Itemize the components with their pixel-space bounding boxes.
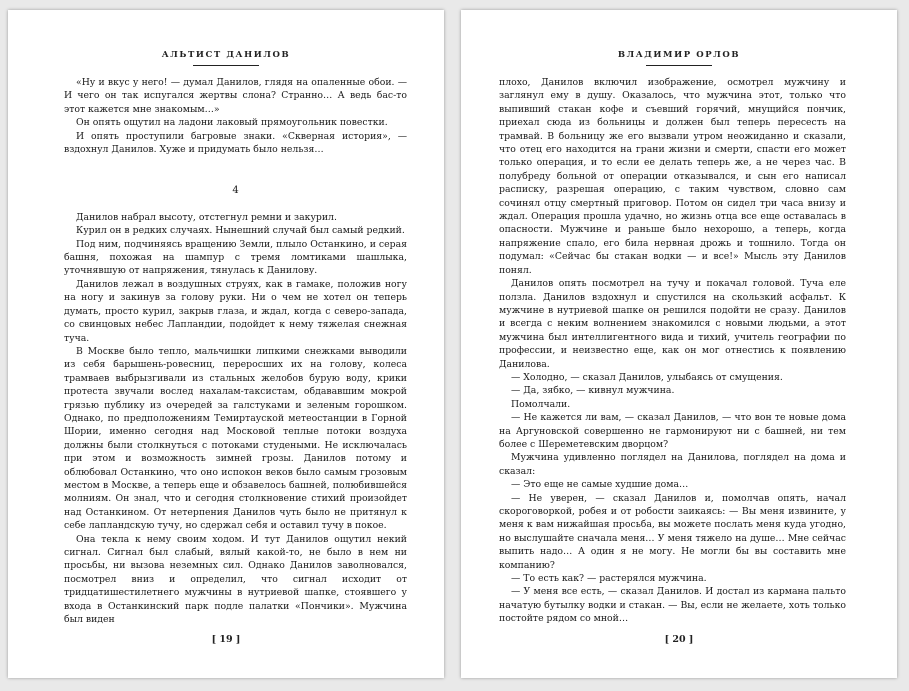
header-rule	[646, 65, 712, 66]
paragraph: И опять проступили багровые знаки. «Скверная история», — вздохнул Данилов. Хуже и придумать было нельзя…	[64, 130, 407, 156]
paragraph: В Москве было тепло, мальчишки липкими снежками выводили из себя барышень-ровесниц, переросших их на голову, колеса трамваев выбрызгивали из стальных желобов бурую воду, крики протеста звучали вослед нахалам-таксистам, обдававшим мокрой грязью публику из очередей за галстуками и зеленым горошком. Однако, по предположениям Темиртауской метеостанции в Горной Шории, именно сегодня над Московой теплые потоки воздуха должны были столкнуться с потоками студеными. Не исключалась при этом и возможность зимней грозы. Данилов потому и облюбовал Останкино, что оно испокон веков было самым грозовым местом в Москве, а теперь еще и обзавелось башней, полюбившейся молниям. Он знал, что и сегодня столкновение стихий произойдет над Останкином. От нетерпения Данилов чуть было не притянул к себе лапландскую тучу, но сдержал себя и оставил тучу в покое.	[64, 345, 407, 532]
paragraph: Данилов лежал в воздушных струях, как в гамаке, положив ногу на ногу и закинув за голову руки. Ни о чем не хотел он теперь думать, просто курил, закрыв глаза, и ждал, когда с северо-запада, со свинцовых небес Лапландии, подойдет к нему тяжелая снежная туча.	[64, 278, 407, 344]
running-head: АЛЬТИСТ ДАНИЛОВ	[161, 50, 291, 60]
paragraph: Курил он в редких случаях. Нынешний случай был самый редкий.	[76, 225, 405, 237]
paragraph: «Ну и вкус у него! — думал Данилов, глядя на опаленные обои. — И чего он так испугался жертвы слона? Странно… А ведь бас-то этот кажется мне знакомым…»	[64, 77, 407, 115]
paragraph: — То есть как? — растерялся мужчина.	[511, 573, 707, 585]
paragraph: — Это еще не самые худшие дома…	[511, 479, 689, 491]
paragraph: — Холодно, — сказал Данилов, улыбаясь от смущения.	[511, 371, 783, 383]
page-number: [ 20 ]	[664, 634, 694, 645]
paragraph: Он опять ощутил на ладони лаковый прямоугольник повестки.	[76, 117, 388, 129]
paragraph: Мужчина удивленно поглядел на Данилова, поглядел на дома и сказал:	[499, 452, 846, 477]
paragraph: — Не кажется ли вам, — сказал Данилов, — что вон те новые дома на Аргуновской совершенно не гармонируют ни с башней, ни тем более с Шереметевским дворцом?	[499, 412, 846, 450]
paragraph: Под ним, подчиняясь вращению Земли, плыло Останкино, и серая башня, похожая на шампур с тремя ломтиками шашлыка, уточнявшую от напряжения, тянулась к Данилову.	[64, 238, 407, 277]
body-text	[499, 76, 846, 626]
paragraph: — У меня все есть, — сказал Данилов. И достал из кармана пальто начатую бутылку водки и стакан. — Вы, если не желаете, хоть только постойте рядом со мной…	[499, 586, 846, 625]
paragraph: Помолчали.	[511, 398, 571, 410]
running-head: ВЛАДИМИР ОРЛОВ	[617, 50, 741, 60]
paragraph: Она текла к нему своим ходом. И тут Данилов ощутил некий сигнал. Сигнал был слабый, вялый какой-то, не было в нем ни просьбы, ни вызова неземных сил. Однако Данилов заволновался, посмотрел вниз и определил, что сигнал исходит от тридцатишестилетнего мужчины в нутриевой шапке, стоявшего у входа в Останкинский парк подле палатки «Пончики». Мужчина был виден	[64, 533, 407, 626]
header-rule	[193, 65, 259, 66]
body-text	[64, 76, 407, 626]
paragraph: — Да, зябко, — кивнул мужчина.	[511, 385, 675, 397]
paragraph: плохо, Данилов включил изображение, осмотрел мужчину и заглянул ему в душу. Оказалось, что мужчина этот, только что выпивший стакан кофе и съевший горячий, мнущийся пончик, приехал сюда из больницы и должен был теперь пересесть на трамвай. В больницу же его вызвали утром неожиданно и сказали, что отец его находится на грани жизни и смерти, спасти его может только операция, и то если ее делать теперь же, а не через час. В полубреду больной от операции отказывался, и сын его написал расписку, разрешая операцию, с таким чувством, словно сам сочинял отцу смертный приговор. Потом он сидел три часа внизу и ждал. Операция прошла удачно, но жизнь отца все еще оставалась в опасности. Мужчине и раньше было нехорошо, а теперь, когда напряжение спало, его била нервная дрожь и тошнило. Тогда он подумал: «Сейчас бы стакан водки — и все!» Мысль эту Данилов понял.	[499, 77, 846, 276]
section-gap	[64, 156, 407, 170]
chapter-number: 4	[232, 185, 239, 197]
paragraph: Данилов опять посмотрел на тучу и покачал головой. Туча еле ползла. Данилов вздохнул и спустился на скользкий асфальт. К мужчине в нутриевой шапке он решился подойти не сразу. Данилов и всегда с неким волнением знакомился с новыми людьми, а этот мужчина был интеллигентного вида и тихий, учитель географии по профессии, и неизвестно еще, как он мог отнестись к появлению Данилова.	[499, 278, 846, 370]
paragraph: Данилов набрал высоту, отстегнул ремни и закурил.	[76, 211, 337, 223]
right-page	[461, 10, 897, 678]
left-page	[8, 10, 444, 678]
page-number: [ 19 ]	[211, 634, 241, 645]
paragraph: — Не уверен, — сказал Данилов и, помолчав опять, начал скороговоркой, робея и от робости заикаясь: — Вы меня извините, у меня к вам нижайшая просьба, вы можете послать меня куда угодно, но выслушайте сначала меня… У меня тяжело на душе… Мне сейчас выпить надо… А один я не могу. Не могли бы вы составить мне компанию?	[499, 492, 846, 571]
